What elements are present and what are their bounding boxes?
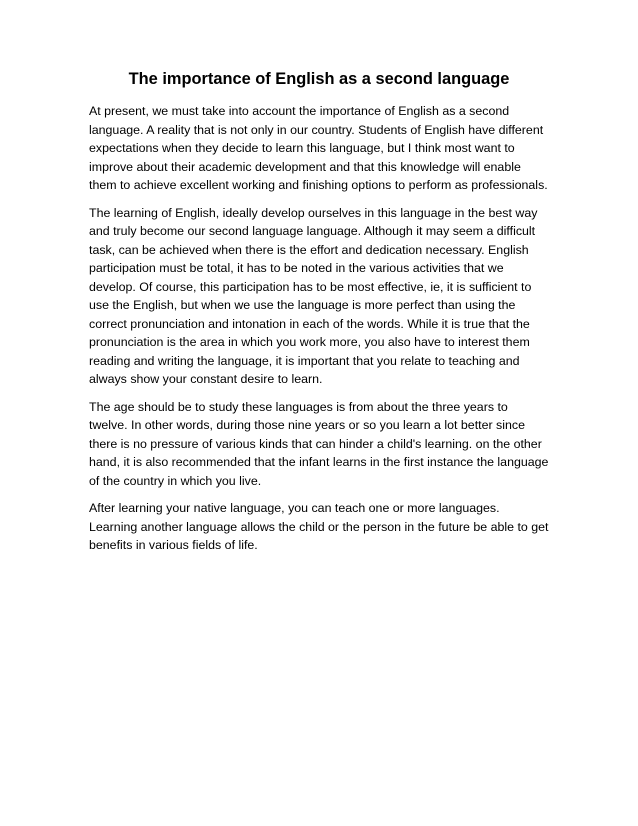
paragraph-1: At present, we must take into account the importance of English as a second language. A reality that is not only in our country. Students of English have different expectations when they decide to learn this language, but I think most want to improve about their academic development and that this knowledge will enable them to achieve excellent working and finishing options to perform as professionals. xyxy=(89,104,548,192)
paragraph-4: After learning your native language, you can teach one or more languages. Learning another language allows the child or the person in the future be able to get benefits in various fields of life. xyxy=(89,501,549,552)
paragraph-3: The age should be to study these languages is from about the three years to twelve. In other words, during those nine years or so you learn a lot better since there is no pressure of various kinds that can hinder a child's learning. on the other hand, it is also recommended that the infant learns in the first instance the language of the country in which you live. xyxy=(89,399,549,488)
paragraph-2: The learning of English, ideally develop ourselves in this language in the best way and truly become our second language language. Although it may seem a difficult task, can be achieved when there is the effort and dedication necessary. English participation must be total, it has to be noted in the various activities that we develop. Of course, this participation has to be most effective, ie, it is sufficient to use the English, but when we use the language is more perfect than using the correct pronunciation and intonation in each of the words. While it is true that the pronunciation is the area in which you work more, you also have to interest them reading and writing the language, it is important that you relate to teaching and always show your constant desire to learn. xyxy=(89,205,538,386)
document-title: The importance of English as a second language xyxy=(128,70,510,88)
